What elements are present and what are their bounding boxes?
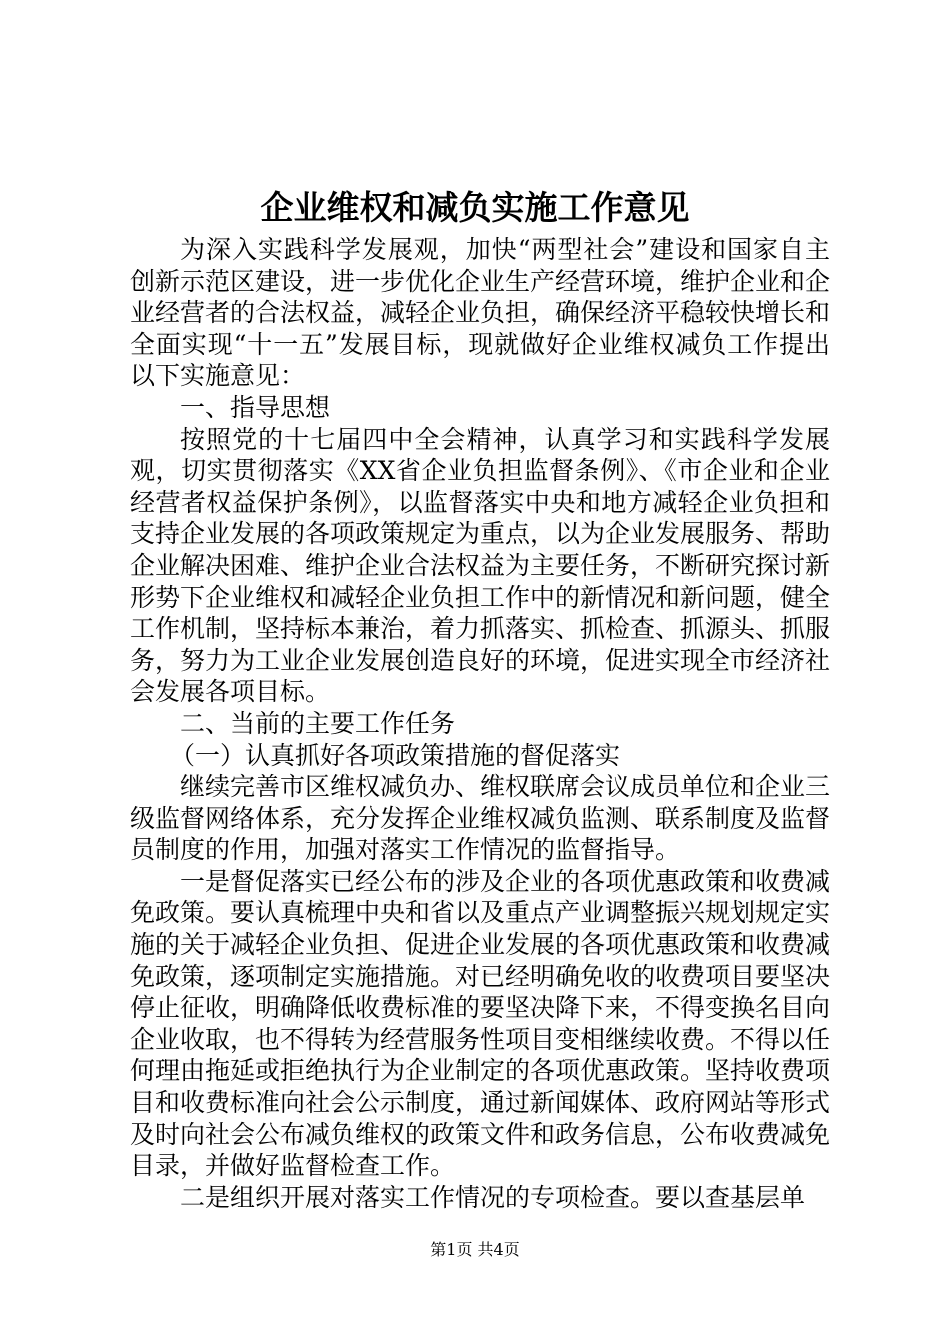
special-inspection-paragraph: 二是组织开展对落实工作情况的专项检查。要以查基层单 bbox=[180, 1182, 806, 1212]
policy-implementation-paragraph: 一是督促落实已经公布的涉及企业的各项优惠政策和收费减免政策。要认真梳理中央和省以及重点产业调整振兴规划规定实施的关于减轻企业负担、促进企业发展的各项优惠政策和收费减免政策，逐项制定实施措施。对已经明确免收的收费项目要坚决停止征收，明确降低收费标准的要坚决降下来，不得变换名目向企业收取，也不得转为经营服务性项目变相继续收费。不得以任何理由拖延或拒绝执行为企业制定的各项优惠政策。坚持收费项目和收费标准向社会公示制度，通过新闻媒体、政府网站等形式及时向社会公布减负维权的政策文件和政务信息，公布收费减免目录，并做好监督检查工作。 bbox=[130, 866, 831, 1181]
page-number-footer: 第1页 共4页 bbox=[430, 1240, 520, 1259]
document-title: 企业维权和减负实施工作意见 bbox=[260, 188, 690, 227]
intro-paragraph: 为深入实践科学发展观，加快“两型社会”建设和国家自主创新示范区建设，进一步优化企业生产经营环境，维护企业和企业经营者的合法权益，减轻企业负担，确保经济平稳较快增长和全面实现“十一五”发展目标，现就做好企业维权减负工作提出以下实施意见： bbox=[130, 235, 831, 391]
supervision-network-paragraph: 继续完善市区维权减负办、维权联席会议成员单位和企业三级监督网络体系，充分发挥企业维权减负监测、联系制度及监督员制度的作用，加强对落实工作情况的监督指导。 bbox=[130, 772, 831, 865]
document-body bbox=[130, 234, 830, 1213]
section-heading-guiding-thought: 一、指导思想 bbox=[180, 392, 331, 422]
section-heading-main-tasks: 二、当前的主要工作任务 bbox=[180, 708, 456, 738]
guiding-thought-paragraph: 按照党的十七届四中全会精神，认真学习和实践科学发展观，切实贯彻落实《XX省企业负担监督条例》、《市企业和企业经营者权益保护条例》，以监督落实中央和地方减轻企业负担和支持企业发展的各项政策规定为重点，以为企业发展服务、帮助企业解决困难、维护企业合法权益为主要任务，不断研究探讨新形势下企业维权和减轻企业负担工作中的新情况和新问题，健全工作机制，坚持标本兼治，着力抓落实、抓检查、抓源头、抓服务，努力为工业企业发展创造良好的环境，促进实现全市经济社会发展各项目标。 bbox=[130, 424, 831, 707]
subsection-heading-policy-implementation: （一）认真抓好各项政策措施的督促落实 bbox=[170, 740, 621, 770]
